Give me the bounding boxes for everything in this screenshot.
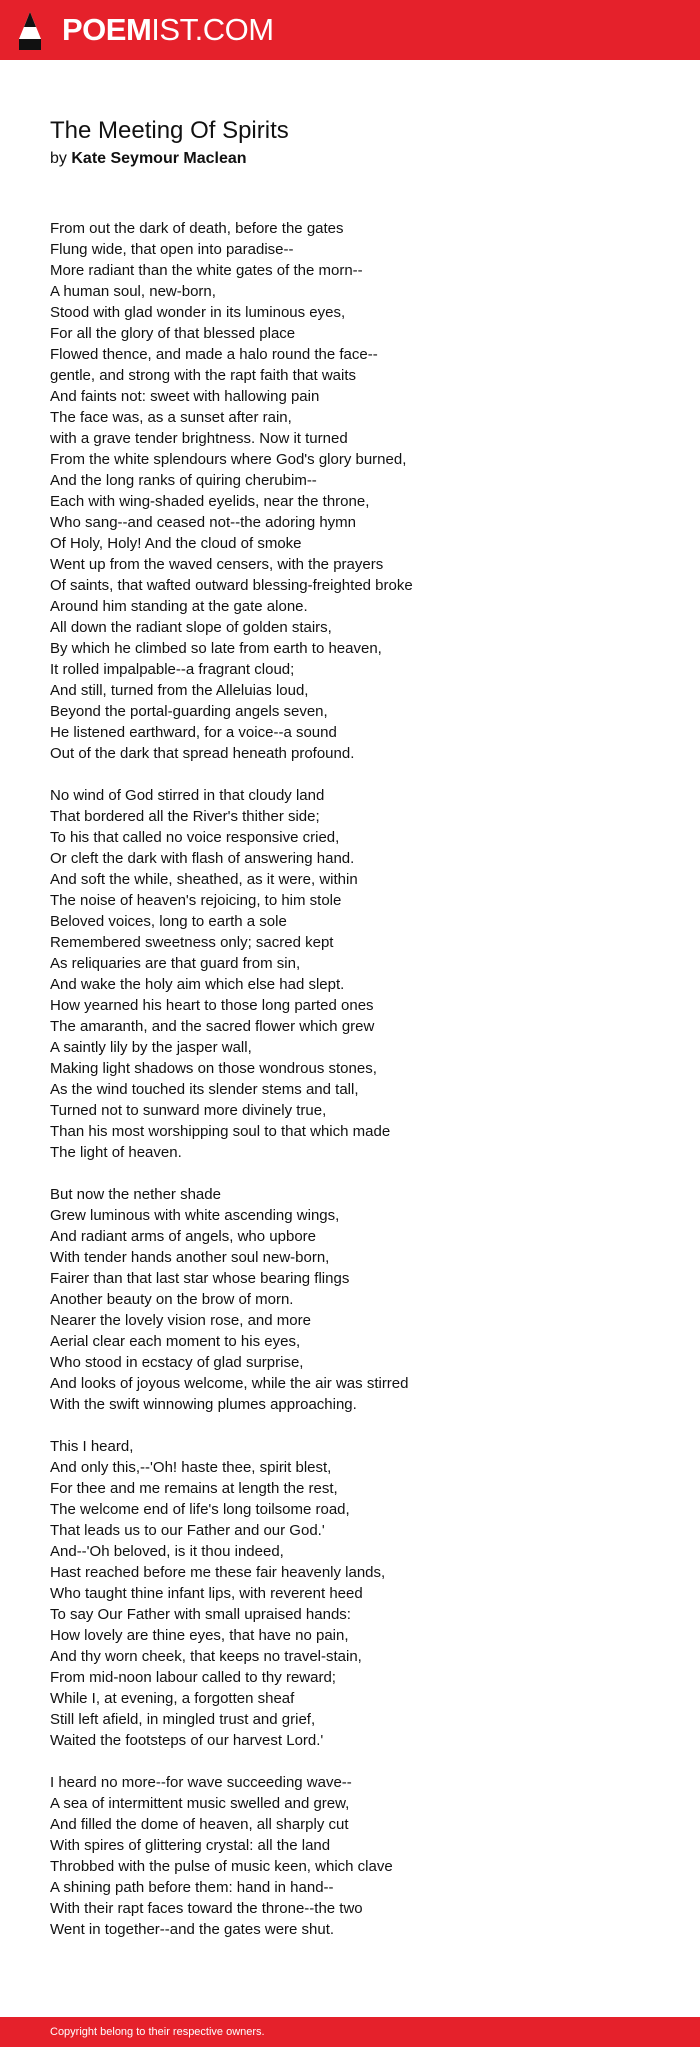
poem-line: Each with wing-shaded eyelids, near the throne, xyxy=(50,493,370,510)
author-name[interactable]: Kate Seymour Maclean xyxy=(71,150,247,167)
site-logo[interactable] xyxy=(62,12,274,48)
poem-line: Out of the dark that spread heneath profound. xyxy=(50,745,355,762)
poem-line: with a grave tender brightness. Now it turned xyxy=(50,430,348,447)
stanza xyxy=(50,218,650,764)
poem-line: Another beauty on the brow of morn. xyxy=(50,1291,294,1308)
poem-line: How yearned his heart to those long parted ones xyxy=(50,997,374,1014)
poem-line: It rolled impalpable--a fragrant cloud; xyxy=(50,661,295,678)
poem-line: A sea of intermittent music swelled and grew, xyxy=(50,1795,350,1812)
poem-content xyxy=(50,116,650,1961)
poem-line: To his that called no voice responsive cried, xyxy=(50,829,340,846)
poem-line: Beloved voices, long to earth a sole xyxy=(50,913,287,930)
poem-line: This I heard, xyxy=(50,1438,134,1455)
poem-line: Went up from the waved censers, with the prayers xyxy=(50,556,384,573)
poem-line: And the long ranks of quiring cherubim-- xyxy=(50,472,317,489)
poem-line: Remembered sweetness only; sacred kept xyxy=(50,934,334,951)
poem-line: With spires of glittering crystal: all the land xyxy=(50,1837,331,1854)
poem-line: A shining path before them: hand in hand-- xyxy=(50,1879,334,1896)
poem-line: Around him standing at the gate alone. xyxy=(50,598,308,615)
stanza xyxy=(50,1184,650,1415)
poem-line: From mid-noon labour called to thy reward; xyxy=(50,1669,336,1686)
poem-line: Who taught thine infant lips, with reverent heed xyxy=(50,1585,363,1602)
stanza xyxy=(50,1772,650,1940)
poem-line: Or cleft the dark with flash of answering hand. xyxy=(50,850,355,867)
poem-line: Flung wide, that open into paradise-- xyxy=(50,241,294,258)
poem-title: The Meeting Of Spirits xyxy=(50,117,289,144)
poem-line: No wind of God stirred in that cloudy land xyxy=(50,787,325,804)
poem-line: For thee and me remains at length the rest, xyxy=(50,1480,338,1497)
poem-line: The face was, as a sunset after rain, xyxy=(50,409,292,426)
poem-line: The welcome end of life's long toilsome road, xyxy=(50,1501,350,1518)
poem-line: That leads us to our Father and our God.' xyxy=(50,1522,325,1539)
poem-line: With tender hands another soul new-born, xyxy=(50,1249,330,1266)
poem-line: Who sang--and ceased not--the adoring hymn xyxy=(50,514,357,531)
poem-line: The light of heaven. xyxy=(50,1144,182,1161)
poem-line: With their rapt faces toward the throne--the two xyxy=(50,1900,363,1917)
poem-line: The noise of heaven's rejoicing, to him stole xyxy=(50,892,342,909)
poem-line: gentle, and strong with the rapt faith that waits xyxy=(50,367,357,384)
poem-line: Who stood in ecstacy of glad surprise, xyxy=(50,1354,304,1371)
poem-line: And only this,--'Oh! haste thee, spirit blest, xyxy=(50,1459,332,1476)
logo-bold-text: POEM xyxy=(62,12,152,47)
poem-line: A saintly lily by the jasper wall, xyxy=(50,1039,252,1056)
poem-line: For all the glory of that blessed place xyxy=(50,325,296,342)
poem-line: Stood with glad wonder in its luminous eyes, xyxy=(50,304,346,321)
poem-line: As reliquaries are that guard from sin, xyxy=(50,955,301,972)
poem-line: That bordered all the River's thither side; xyxy=(50,808,320,825)
poem-line: And thy worn cheek, that keeps no travel-stain, xyxy=(50,1648,362,1665)
poem-line: Grew luminous with white ascending wings, xyxy=(50,1207,340,1224)
poem-line: To say Our Father with small upraised hands: xyxy=(50,1606,351,1623)
poem-line: Than his most worshipping soul to that which made xyxy=(50,1123,391,1140)
poem-line: As the wind touched its slender stems and tall, xyxy=(50,1081,359,1098)
poem-line: From out the dark of death, before the gates xyxy=(50,220,344,237)
site-header xyxy=(0,0,700,60)
poem-line: Waited the footsteps of our harvest Lord.' xyxy=(50,1732,324,1749)
copyright-text: Copyright belong to their respective owners. xyxy=(50,2026,265,2038)
poem-line: Went in together--and the gates were shut. xyxy=(50,1921,335,1938)
poem-line: Aerial clear each moment to his eyes, xyxy=(50,1333,301,1350)
poem-line: Nearer the lovely vision rose, and more xyxy=(50,1312,311,1329)
poem-line: Of saints, that wafted outward blessing-freighted broke xyxy=(50,577,413,594)
poem-line: All down the radiant slope of golden stairs, xyxy=(50,619,332,636)
site-footer xyxy=(0,2017,700,2047)
poem-line: Still left afield, in mingled trust and grief, xyxy=(50,1711,316,1728)
poem-line: And still, turned from the Alleluias loud, xyxy=(50,682,309,699)
poem-line: Making light shadows on those wondrous stones, xyxy=(50,1060,377,1077)
poem-line: Throbbed with the pulse of music keen, which clave xyxy=(50,1858,393,1875)
poem-line: More radiant than the white gates of the morn-- xyxy=(50,262,363,279)
poem-line: By which he climbed so late from earth to heaven, xyxy=(50,640,382,657)
poem-body xyxy=(50,218,650,1940)
poem-line: How lovely are thine eyes, that have no pain, xyxy=(50,1627,349,1644)
poem-line: A human soul, new-born, xyxy=(50,283,216,300)
poem-line: And faints not: sweet with hallowing pain xyxy=(50,388,320,405)
poem-line: And--'Oh beloved, is it thou indeed, xyxy=(50,1543,284,1560)
poem-line: Beyond the portal-guarding angels seven, xyxy=(50,703,328,720)
poem-line: I heard no more--for wave succeeding wave-- xyxy=(50,1774,352,1791)
poem-line: From the white splendours where God's glory burned, xyxy=(50,451,407,468)
poem-line: And radiant arms of angels, who upbore xyxy=(50,1228,316,1245)
poem-line: With the swift winnowing plumes approaching. xyxy=(50,1396,357,1413)
stanza xyxy=(50,785,650,1163)
poem-line: Hast reached before me these fair heavenly lands, xyxy=(50,1564,386,1581)
by-label: by xyxy=(50,150,67,167)
poem-line: Turned not to sunward more divinely true, xyxy=(50,1102,327,1119)
poem-line: The amaranth, and the sacred flower which grew xyxy=(50,1018,375,1035)
poem-line: Of Holy, Holy! And the cloud of smoke xyxy=(50,535,302,552)
poem-line: And filled the dome of heaven, all sharply cut xyxy=(50,1816,349,1833)
byline xyxy=(50,148,650,170)
poem-line: And wake the holy aim which else had slept. xyxy=(50,976,345,993)
poem-line: Fairer than that last star whose bearing flings xyxy=(50,1270,350,1287)
stanza xyxy=(50,1436,650,1751)
pen-nib-icon[interactable] xyxy=(17,11,43,51)
logo-light-text: IST.COM xyxy=(151,12,274,47)
poem-line: And soft the while, sheathed, as it were, within xyxy=(50,871,358,888)
poem-line: But now the nether shade xyxy=(50,1186,221,1203)
poem-line: He listened earthward, for a voice--a sound xyxy=(50,724,337,741)
poem-line: While I, at evening, a forgotten sheaf xyxy=(50,1690,295,1707)
poem-line: Flowed thence, and made a halo round the face-- xyxy=(50,346,378,363)
poem-line: And looks of joyous welcome, while the air was stirred xyxy=(50,1375,409,1392)
